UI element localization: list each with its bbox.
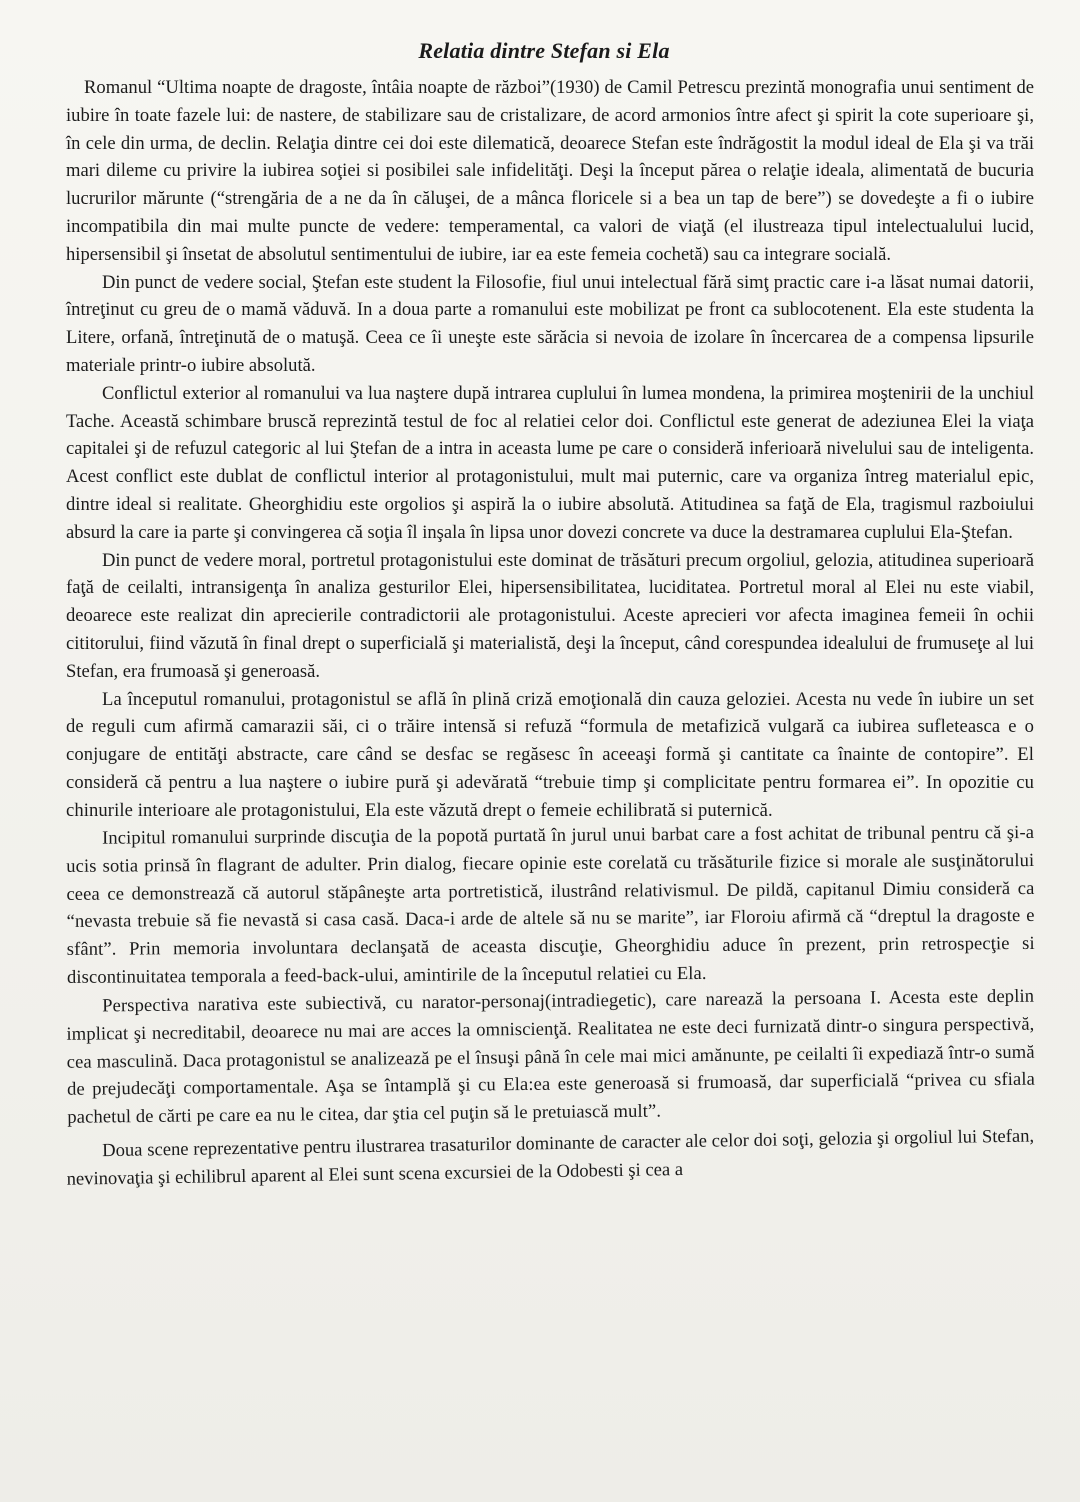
paragraph-scenes: Doua scene reprezentative pentru ilustrarea trasaturilor dominante de caracter ale celor doi soţi, gelozia şi orgoliul lui Stefan, nevinovaţia şi echilibrul aparent al Elei sunt scena excursiei de la Odobesti şi cea a: [66, 1125, 1035, 1190]
paragraph-moral: Din punct de vedere moral, portretul protagonistului este dominat de trăsături precum orgoliul, gelozia, atitudinea superioară faţă de ceilalti, intransigenţa în analiza gesturilor Elei, hipersensibilitatea, luciditatea. Portretul moral al Elei nu este viabil, deoarece este realizat din aprecierile contradictorii ale protagonistului. Aceste aprecieri vor afecta imaginea femeii în ochii cititorului, fiind văzută în final drept o superficială şi materialistă, deşi la început, când corespundea idealului de frumuseţe al lui Stefan, era frumoasă şi generoasă.: [66, 549, 1034, 682]
paragraph-beginning: La începutul romanului, protagonistul se află în plină criză emoţională din cauza geloziei. Acesta nu vede în iubire un set de reguli cum afirmă camarazii săi, ci o trăire intensă si refuză “formula de metafizică vulgară ca iubirea sufleteasca e o conjugare de entităţi abstracte, care când se desfac se regăsesc în aceeaşi formă şi cantitate ca înainte de contopire”. El consideră că pentru a lua naştere o iubire pură şi adevărată “trebuie timp şi complicitate pentru formarea ei”. In opozitie cu chinurile interioare ale protagonistului, Ela este văzută drept o femeie echilibrată si puternică.: [66, 688, 1034, 821]
paragraph-conflict: Conflictul exterior al romanului va lua naştere după intrarea cuplului în lumea mondena, la primirea moştenirii de la unchiul Tache. Această schimbare bruscă reprezintă testul de foc al relatiei celor doi. Conflictul este generat de adeziunea Elei la viaţa capitalei şi de refuzul categoric al lui Ştefan de a intra in aceasta lume pe care o consideră inferioară nivelului sau de inteligenta. Acest conflict este dublat de conflictul interior al protagonistului, mult mai puternic, care va organiza întreg materialul epic, dintre ideal si realitate. Gheorghidiu este orgolios şi aspiră la o iubire absolută. Atitudinea sa faţă de Ela, tragismul razboiului absurd la care ia parte şi convingerea că soţia îl inşala în lipsa unor dovezi concrete va duce la destramarea cuplului Ela-Ştefan.: [66, 382, 1034, 543]
paragraph-intro: Romanul “Ultima noapte de dragoste, întâia noapte de război”(1930) de Camil Petrescu prezintă monografia unui sentiment de iubire în toate fazele lui: de nastere, de stabilizare sau de cristalizare, de acord armonios între afect şi spirit la cote superioare şi, în cele din urma, de declin. Relaţia dintre cei doi este dilematică, deoarece Stefan este îndrăgostit la modul ideal de Ela şi va trăi mari dileme cu privire la iubirea soţiei si posibilei sale infidelităţi. Deşi la început părea o relaţie ideala, alimentată de bucuria lucrurilor mărunte (“strengăria de a ne da în căluşei, de a mânca floricele si a bea un tap de bere”) se dovedeşte a fi o iubire incompatibila din mai multe puncte de vedere: temperamental, ca valori de viaţă (el ilustreaza tipul intelectualului lucid, hipersensibil şi însetat de absolutul sentimentului de iubire, iar ea este femeia cochetă) sau ca integrare socială.: [66, 77, 1034, 265]
paragraph-perspective: Perspectiva narativa este subiectivă, cu narator-personaj(intradiegetic), care narează la persoana I. Acesta este deplin implicat şi necreditabil, deoarece nu mai are acces la omniscienţă. Realitatea ne este deci furnizată dintr-o singura perspectivă, cea masculină. Daca protagonistul se analizează pe el însuşi până în cele mai mici amănunte, pe ceilalti îi expediază într-o sumă de prejudecăţi comportamentale. Aşa se întamplă şi cu Ela:ea este generoasă si frumoasă, dar superficială “privea cu sfiala pachetul de cărti pe care ea nu le citea, dar ştia cel puţin să le pretuiască mult”.: [66, 985, 1036, 1129]
document-title: Relatia dintre Stefan si Ela: [418, 38, 670, 63]
paragraph-incipit: Incipitul romanului surprinde discuţia de la popotă purtată în jurul unui barbat care a fost achitat de tribunal pentru că şi-a ucis sotia prinsă în flagrant de adulter. Prin dialog, fiecare opinie este corelată cu trăsăturile fizice si morale ale susţinătorului ceea ce demonstrează că autorul stăpâneşte arta portretistică, ilustrând relativismul. De pildă, capitanul Dimiu consideră ca “nevasta trebuie să fie nevastă si casa casă. Daca-i arde de altele să nu se marite”, iar Floroiu afirmă că “dreptul la dragoste e sfânt”. Prin memoria involuntara declanşată de aceasta discuţie, Gheorghidiu aduce în prezent, prin retrospecţie si discontinuitatea temporala a feed-back-ului, amintirile de la începutul relatiei cu Ela.: [66, 821, 1035, 988]
paragraph-social: Din punct de vedere social, Ştefan este student la Filosofie, fiul unui intelectual fără simţ practic care i-a lăsat numai datorii, întreţinut cu greu de o mamă văduvă. In a doua parte a romanului este mobilizat pe front ca sublocotenent. Ela este studenta la Litere, orfană, întreţinută de o matuşă. Ceea ce îi uneşte este sărăcia si nevoia de izolare în încercarea de a compensa lipsurile materiale printr-o iubire absolută.: [66, 271, 1034, 376]
